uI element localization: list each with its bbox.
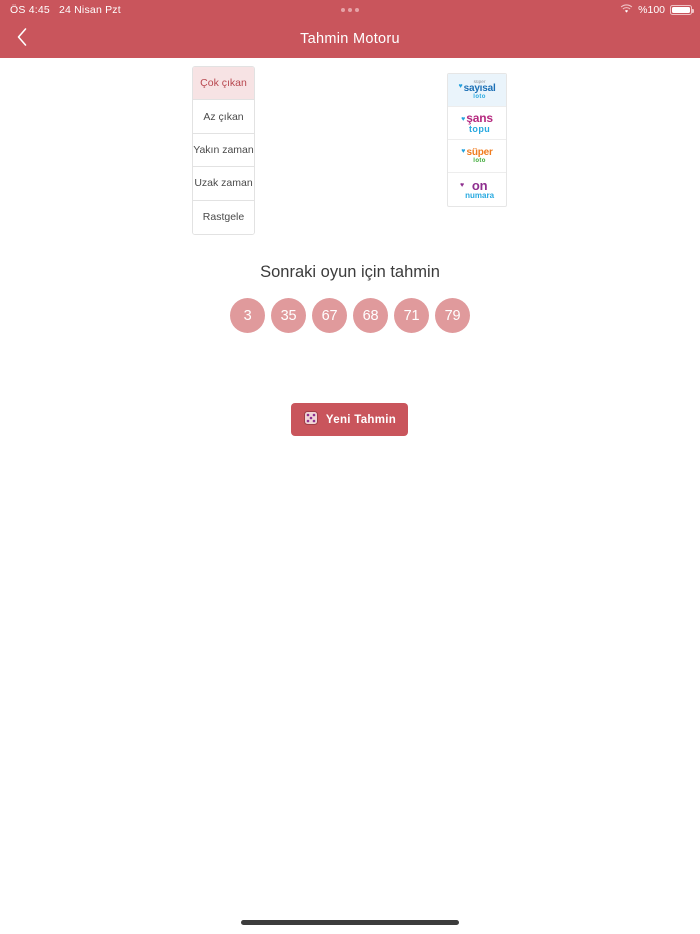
game-logo-main: sayısal — [463, 83, 496, 95]
filter-item-yakin-zaman[interactable] — [193, 134, 254, 167]
wifi-icon — [620, 4, 633, 17]
status-time: ÖS 4:45 — [10, 4, 50, 16]
number-ball: 35 — [271, 298, 306, 333]
filter-item-uzak-zaman[interactable] — [193, 167, 254, 200]
prediction-heading: Sonraki oyun için tahmin — [260, 263, 440, 281]
battery-label: %100 — [638, 4, 665, 16]
filter-label: Rastgele — [202, 211, 245, 224]
prediction-numbers — [0, 298, 700, 333]
status-bar-left — [0, 4, 121, 16]
new-prediction-button[interactable] — [291, 403, 408, 436]
game-logo-sub: loto — [473, 94, 486, 101]
chevron-left-icon — [16, 27, 28, 52]
game-logo-sub: topu — [469, 123, 491, 134]
new-prediction-label: Yeni Tahmin — [325, 413, 397, 426]
back-button[interactable] — [0, 20, 44, 58]
status-bar-right — [620, 0, 692, 20]
three-dots-icon — [341, 8, 359, 12]
game-item-sayisal-loto[interactable] — [448, 74, 506, 107]
filter-item-rastgele[interactable] — [193, 201, 254, 234]
game-logo-sub: loto — [473, 158, 486, 165]
navigation-bar — [0, 20, 700, 58]
filter-item-cok-cikan[interactable] — [193, 67, 254, 100]
filter-label: Uzak zaman — [194, 177, 253, 190]
sayisal-loto-logo-icon: ♥ süper sayısal loto — [458, 78, 496, 101]
game-item-sans-topu[interactable] — [448, 107, 506, 140]
page-title: Tahmin Motoru — [300, 31, 400, 47]
battery-icon — [670, 5, 692, 15]
filter-label: Yakın zaman — [193, 143, 254, 156]
number-ball: 68 — [353, 298, 388, 333]
filter-label: Çok çıkan — [200, 77, 247, 90]
number-ball: 79 — [435, 298, 470, 333]
status-bar — [0, 0, 700, 20]
number-ball: 71 — [394, 298, 429, 333]
home-indicator[interactable] — [241, 920, 459, 925]
number-ball: 3 — [230, 298, 265, 333]
game-item-super-loto[interactable] — [448, 140, 506, 173]
filter-label: Az çıkan — [203, 110, 244, 123]
filter-list — [192, 66, 255, 235]
main-content — [0, 58, 700, 934]
game-logo-main: on — [471, 177, 488, 193]
game-logo-main: şans — [466, 111, 493, 126]
game-item-on-numara[interactable] — [448, 173, 506, 206]
status-date: 24 Nisan Pzt — [58, 4, 121, 16]
dice-icon — [303, 410, 319, 429]
game-logo-top: süper — [473, 78, 486, 84]
sans-topu-logo-icon: ♥ şans topu — [461, 111, 493, 134]
filter-item-az-cikan[interactable] — [193, 100, 254, 133]
on-numara-logo-icon: ♥ on numara — [459, 177, 495, 201]
number-ball: 67 — [312, 298, 347, 333]
game-logo-sub: numara — [465, 191, 495, 201]
game-selector-list — [447, 73, 507, 207]
game-logo-main: süper — [466, 146, 493, 158]
super-loto-logo-icon: ♥ süper loto — [461, 146, 493, 165]
